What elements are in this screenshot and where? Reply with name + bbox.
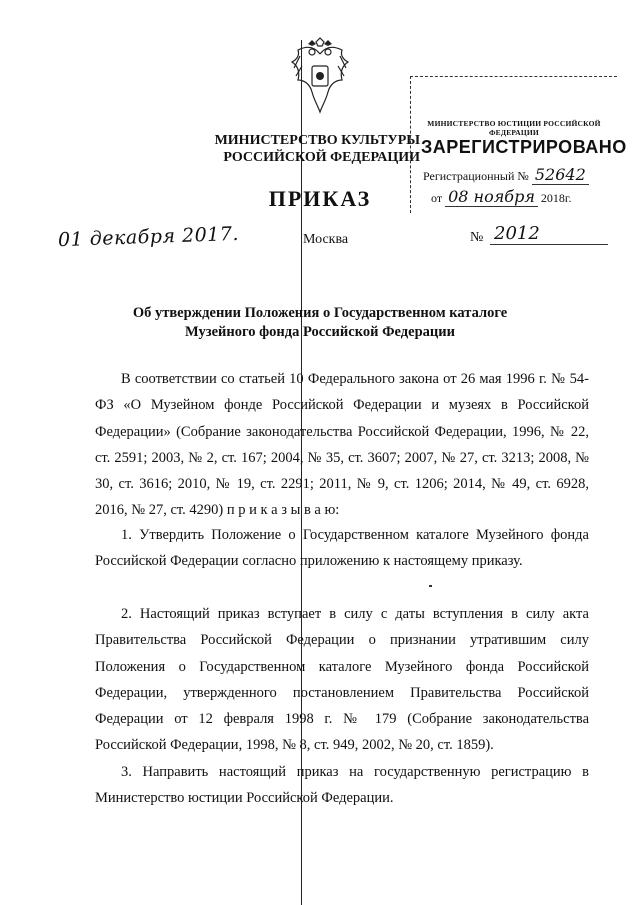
item-3-paragraph: 3. Направить настоящий приказ на государственную регистрацию в Министерство юстиции Российской Федерации. xyxy=(95,764,589,807)
document-city: Москва xyxy=(303,232,349,247)
coat-of-arms-icon xyxy=(288,36,352,116)
ministry-heading xyxy=(200,132,420,166)
stamp-date-prefix: от xyxy=(431,191,443,205)
stamp-ministry: МИНИСТЕРСТВО ЮСТИЦИИ РОССИЙСКОЙ ФЕДЕРАЦИИ xyxy=(427,119,601,137)
ink-speck xyxy=(429,585,432,587)
subject-line-2: Музейного фонда Российской Федерации xyxy=(185,324,455,340)
document-type-title: ПРИКАЗ xyxy=(268,186,372,211)
stamp-date: 08 ноября xyxy=(445,187,538,207)
document-number-label: № xyxy=(470,230,484,245)
stamp-reg-label: Регистрационный № xyxy=(423,169,529,183)
ministry-line-1: МИНИСТЕРСТВО КУЛЬТУРЫ xyxy=(214,133,420,148)
stamp-reg-number: 52642 xyxy=(532,165,589,185)
document-number: 2012 xyxy=(490,223,608,245)
document-date: 01 декабря 2017. xyxy=(57,222,240,252)
preamble-paragraph: В соответствии со статьей 10 Федерального закона от 26 мая 1996 г. № 54-ФЗ «О Музейном фонде Российской Федерации и музеях в Российской Федерации» (Собрание законодательства Российской Федерации, 1996, № 22, ст. 2591; 2003, № 2, ст. 167; 2004, № 35, ст. 3607; 2007, № 27, ст. 3213; 2008, № 30, ст. 3616; 2010, № 19, ст. 2291; 2011, № 9, ст. 1206; 2014, № 49, ст. 6928, 2016, № 27, ст. 4290) п р и к а з ы в а ю: xyxy=(95,371,589,519)
stamp-date-row xyxy=(431,187,571,206)
stamp-status: ЗАРЕГИСТРИРОВАНО xyxy=(421,137,627,157)
registration-stamp xyxy=(410,76,627,213)
document-subject xyxy=(100,304,540,342)
ministry-line-2: РОССИЙСКОЙ ФЕДЕРАЦИИ xyxy=(223,150,420,165)
subject-line-1: Об утверждении Положения о Государственном каталоге xyxy=(132,305,508,321)
item-2-paragraph: 2. Настоящий приказ вступает в силу с даты вступления в силу акта Правительства Российской Федерации о признании утратившим силу Положения о Государственном каталоге Музейного фонда Российской Федерации, утвержденного постановлением Правительства Российской Федерации от 12 февраля 1998 г. № 179 (Собрание законодательства Российской Федерации, 1998, № 8, ст. 949, 2002, № 20, ст. 1859). xyxy=(95,606,589,754)
stamp-reg-number-row xyxy=(423,165,589,184)
stamp-year: 2018г. xyxy=(540,191,572,205)
item-1-paragraph: 1. Утвердить Положение о Государственном каталоге Музейного фонда Российской Федерации согласно приложению к настоящему приказу. xyxy=(95,527,589,570)
